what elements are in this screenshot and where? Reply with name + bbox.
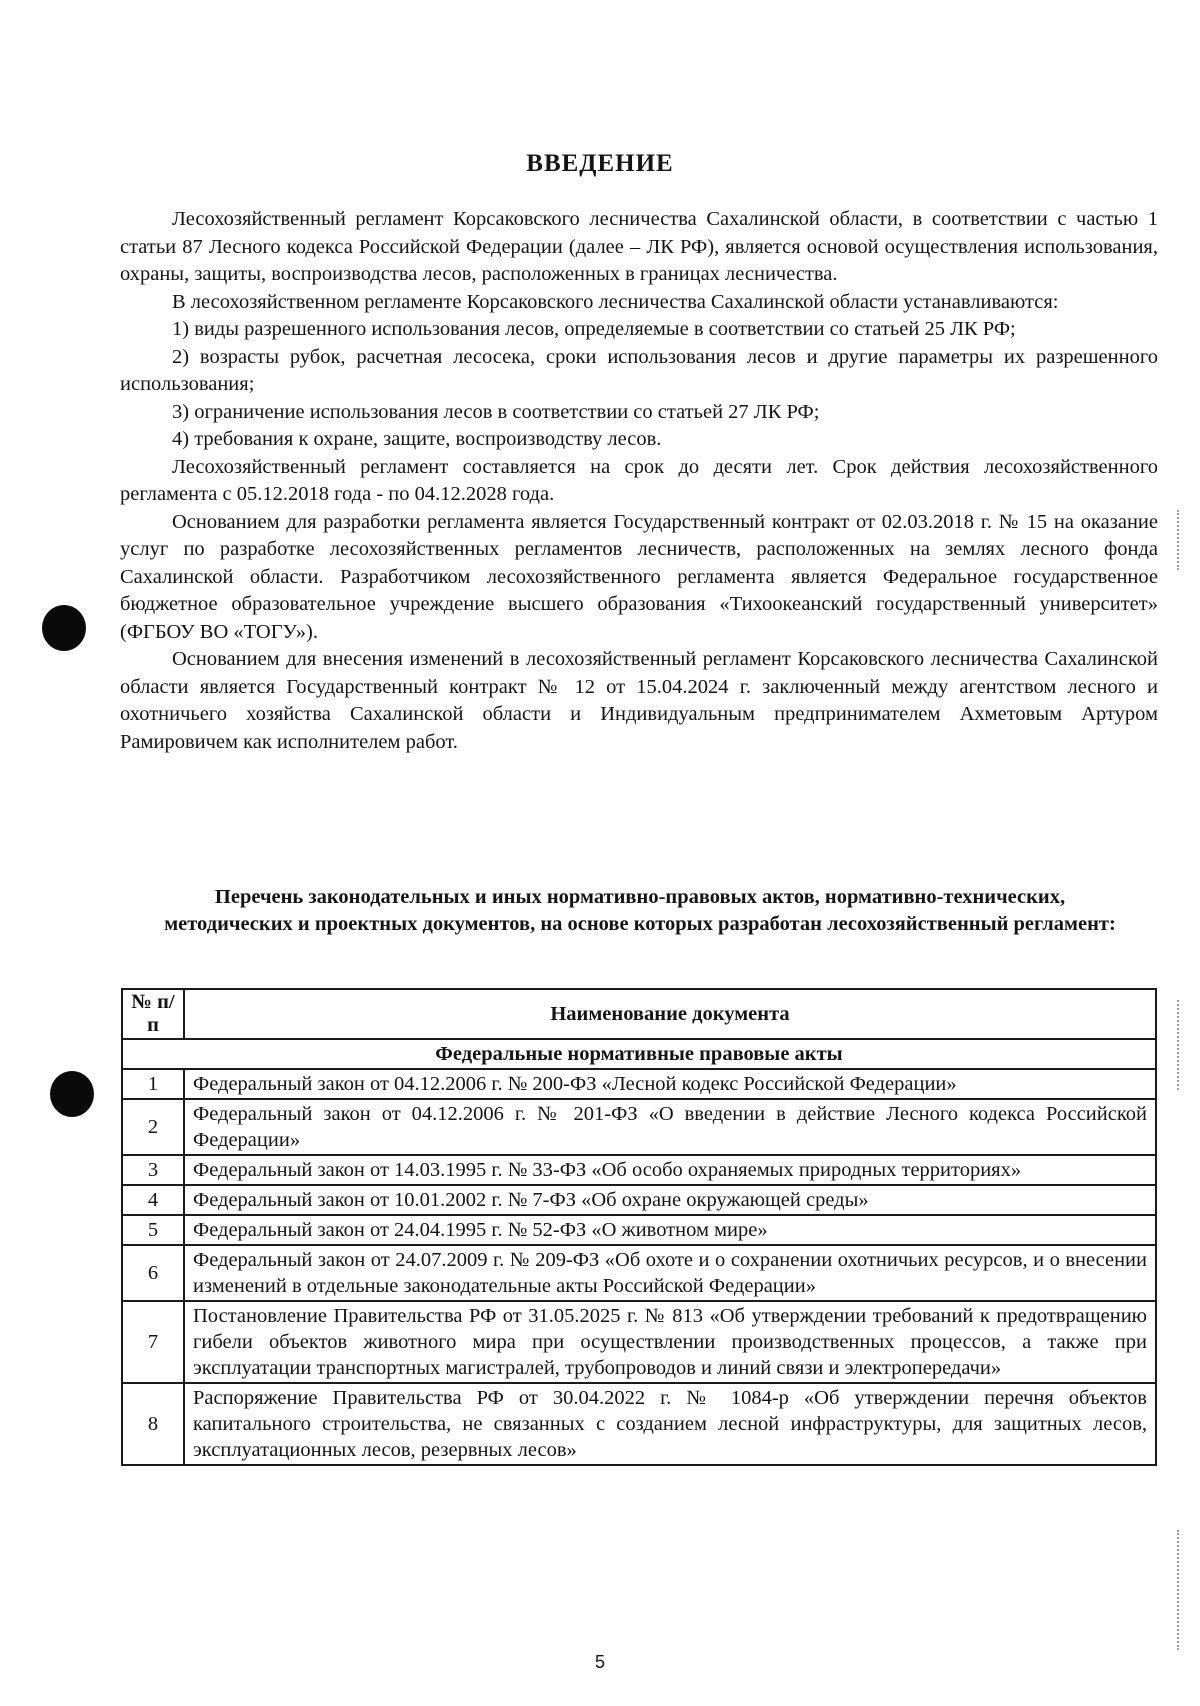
paragraph: Лесохозяйственный регламент составляется на срок до десяти лет. Срок действия лесохозяйственного регламента с 05.12.2018 года - по 04.12.2028 года. — [120, 455, 1158, 505]
paragraph: Лесохозяйственный регламент Корсаковского лесничества Сахалинской области, в соответствии с частью 1 статьи 87 Лесного кодекса Российской Федерации (далее – ЛК РФ), является основой осуществления использования, охраны, защиты, воспроизводства лесов, расположенных в границах лесничества. — [120, 208, 1158, 285]
paragraph: Основанием для внесения изменений в лесохозяйственный регламент Корсаковского лесничества Сахалинской области является Государственный контракт № 12 от 15.04.2024 г. заключенный между агентством лесного и охотничьего хозяйства Сахалинской области и Индивидуальным предпринимателем Ахметовым Артуром Рамировичем как исполнителем работ. — [120, 648, 1158, 753]
table-row — [122, 1069, 1156, 1099]
punch-hole — [42, 605, 86, 651]
section-title: Федеральные нормативные правовые акты — [122, 1039, 1156, 1069]
document-name: Федеральный закон от 14.03.1995 г. № 33-ФЗ «Об особо охраняемых природных территориях» — [184, 1155, 1156, 1185]
document-name: Федеральный закон от 04.12.2006 г. № 201-ФЗ «О введении в действие Лесного кодекса Российской Федерации» — [184, 1099, 1156, 1155]
intro-text — [120, 206, 1158, 756]
table-row — [122, 1185, 1156, 1215]
page-title: ВВЕДЕНИЕ — [526, 150, 674, 177]
table-header-row — [122, 989, 1156, 1039]
punch-hole — [50, 1071, 94, 1117]
row-number: 3 — [122, 1155, 184, 1185]
row-number: 2 — [122, 1099, 184, 1155]
header-document-name: Наименование документа — [184, 989, 1156, 1039]
document-name: Федеральный закон от 24.04.1995 г. № 52-ФЗ «О животном мире» — [184, 1215, 1156, 1245]
table-row — [122, 1383, 1156, 1465]
row-number: 7 — [122, 1301, 184, 1383]
row-number: 8 — [122, 1383, 184, 1465]
list-title: Перечень законодательных и иных нормативно-правовых актов, нормативно-технических, методических и проектных документов, на основе которых разработан лесохозяйственный регламент: — [164, 886, 1116, 935]
list-item: 2) возрасты рубок, расчетная лесосека, сроки использования лесов и другие параметры их разрешенного использования; — [120, 345, 1158, 395]
table-row — [122, 1245, 1156, 1301]
scan-artifact — [1177, 1530, 1182, 1650]
table-row — [122, 1155, 1156, 1185]
document-name: Распоряжение Правительства РФ от 30.04.2022 г. № 1084-р «Об утверждении перечня объектов капитального строительства, не связанных с созданием лесной инфраструктуры, для защитных лесов, эксплуатационных лесов, резервных лесов» — [184, 1383, 1156, 1465]
document-name: Федеральный закон от 24.07.2009 г. № 209-ФЗ «Об охоте и о сохранении охотничьих ресурсов, и о внесении изменений в отдельные законодательные акты Российской Федерации» — [184, 1245, 1156, 1301]
table-row — [122, 1301, 1156, 1383]
row-number: 4 — [122, 1185, 184, 1215]
page-number: 5 — [594, 1652, 605, 1672]
document-name: Постановление Правительства РФ от 31.05.2025 г. № 813 «Об утверждении требований к предотвращению гибели объектов животного мира при осуществлении производственных процессов, а также при эксплуатации транспортных магистралей, трубопроводов и линий связи и электропередачи» — [184, 1301, 1156, 1383]
header-number: № п/п — [122, 989, 184, 1039]
list-item: 1) виды разрешенного использования лесов, определяемые в соответствии со статьей 25 ЛК РФ; — [172, 318, 1016, 340]
documents-table — [121, 988, 1157, 1466]
list-item: 3) ограничение использования лесов в соответствии со статьей 27 ЛК РФ; — [172, 400, 820, 423]
table-section-row — [122, 1039, 1156, 1069]
row-number: 5 — [122, 1215, 184, 1245]
row-number: 6 — [122, 1245, 184, 1301]
table-row — [122, 1215, 1156, 1245]
scan-artifact — [1177, 510, 1182, 570]
document-name: Федеральный закон от 04.12.2006 г. № 200-ФЗ «Лесной кодекс Российской Федерации» — [184, 1069, 1156, 1099]
paragraph: Основанием для разработки регламента является Государственный контракт от 02.03.2018 г. № 15 на оказание услуг по разработке лесохозяйственных регламентов лесничеств, расположенных на землях лесного фонда Сахалинской области. Разработчиком лесохозяйственного регламента является Федеральное государственное бюджетное образовательное учреждение высшего образования «Тихоокеанский государственный университет» (ФГБОУ ВО «ТОГУ»). — [120, 510, 1158, 643]
list-item: 4) требования к охране, защите, воспроизводству лесов. — [172, 428, 662, 450]
table-row — [122, 1099, 1156, 1155]
row-number: 1 — [122, 1069, 184, 1099]
paragraph: В лесохозяйственном регламенте Корсаковского лесничества Сахалинской области устанавливаются: — [172, 290, 1059, 313]
document-name: Федеральный закон от 10.01.2002 г. № 7-ФЗ «Об охране окружающей среды» — [184, 1185, 1156, 1215]
scan-artifact — [1177, 1000, 1182, 1090]
